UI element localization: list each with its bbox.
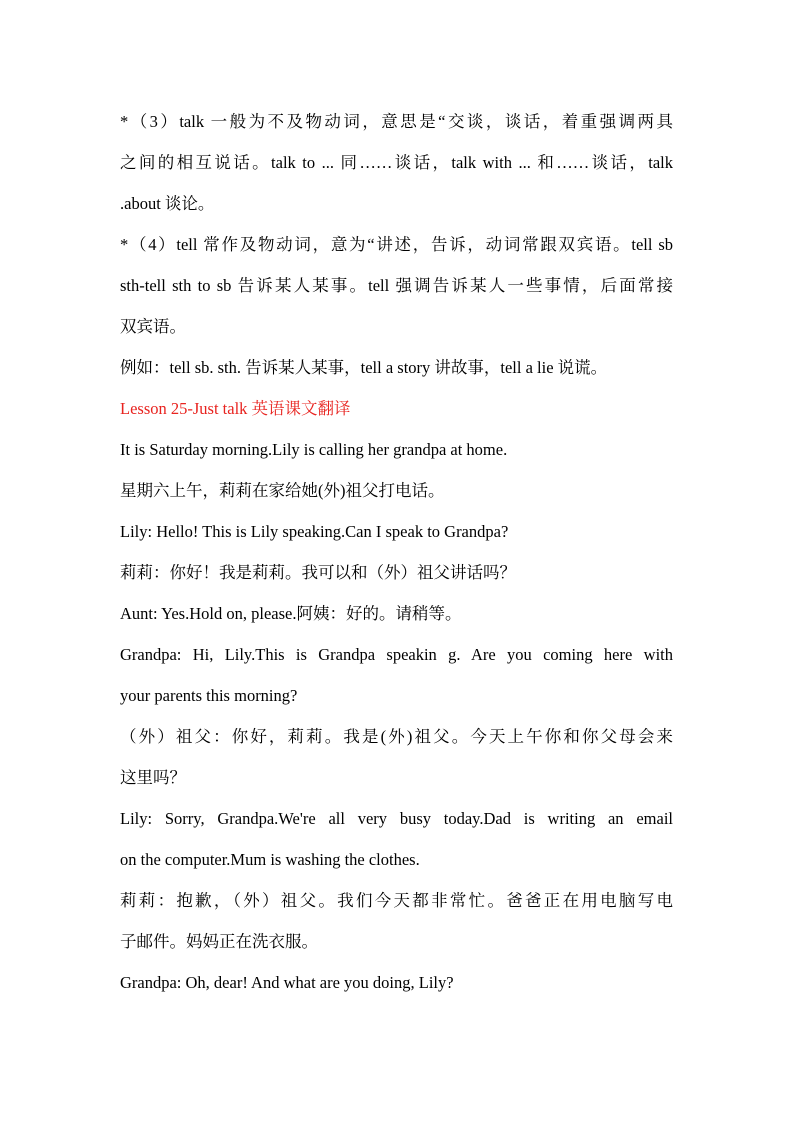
text-line-tell-sth: sth-tell sth to sb 告诉某人某事。tell 强调告诉某人一些事情，后面常接: [120, 276, 673, 295]
text-line-talk-about: .about 谈论。: [120, 194, 215, 213]
text-line-grandpa-hi-zh-cont: 这里吗？: [120, 768, 186, 787]
text-line-lily-sorry-en: Lily: Sorry, Grandpa.We're all very busy today.Dad is writing an email: [120, 809, 673, 828]
text-line-double-object: 双宾语。: [120, 317, 186, 336]
text-line-aunt: Aunt: Yes.Hold on, please.阿姨：好的。请稍等。: [120, 604, 462, 623]
text-line-talk-intro: *（3）talk 一般为不及物动词，意思是“交谈，谈话，着重强调两具: [120, 112, 673, 131]
document-body: [120, 101, 673, 1003]
text-line-lily-sorry-zh-cont: 子邮件。妈妈正在洗衣服。: [120, 932, 318, 951]
text-line-grandpa-hi-zh: （外）祖父：你好，莉莉。我是(外)祖父。今天上午你和你父母会来: [120, 727, 673, 746]
lesson-heading: Lesson 25-Just talk 英语课文翻译: [120, 399, 351, 418]
text-line-lily-sorry-en-cont: on the computer.Mum is washing the clothes.: [120, 850, 420, 869]
text-line-lily-hello-en: Lily: Hello! This is Lily speaking.Can I speak to Grandpa?: [120, 522, 509, 541]
text-line-saturday-zh: 星期六上午，莉莉在家给她(外)祖父打电话。: [120, 481, 445, 500]
text-line-grandpa-hi-en: Grandpa: Hi, Lily.This is Grandpa speakin g. Are you coming here with: [120, 645, 673, 664]
text-line-examples: 例如：tell sb. sth. 告诉某人某事，tell a story 讲故事，tell a lie 说谎。: [120, 358, 608, 377]
text-line-lily-sorry-zh: 莉莉：抱歉，（外）祖父。我们今天都非常忙。爸爸正在用电脑写电: [120, 891, 673, 910]
text-line-grandpa-hi-en-cont: your parents this morning?: [120, 686, 298, 705]
text-line-tell-intro: *（4）tell 常作及物动词，意为“讲述，告诉，动词常跟双宾语。tell sb: [120, 235, 673, 254]
text-line-grandpa-oh-dear: Grandpa: Oh, dear! And what are you doing, Lily?: [120, 973, 454, 992]
text-line-saturday-en: It is Saturday morning.Lily is calling her grandpa at home.: [120, 440, 508, 459]
text-line-talk-to-with: 之间的相互说话。talk to ... 同……谈话，talk with ... 和……谈话，talk: [120, 153, 673, 172]
text-line-lily-hello-zh: 莉莉：你好！我是莉莉。我可以和（外）祖父讲话吗？: [120, 563, 516, 582]
